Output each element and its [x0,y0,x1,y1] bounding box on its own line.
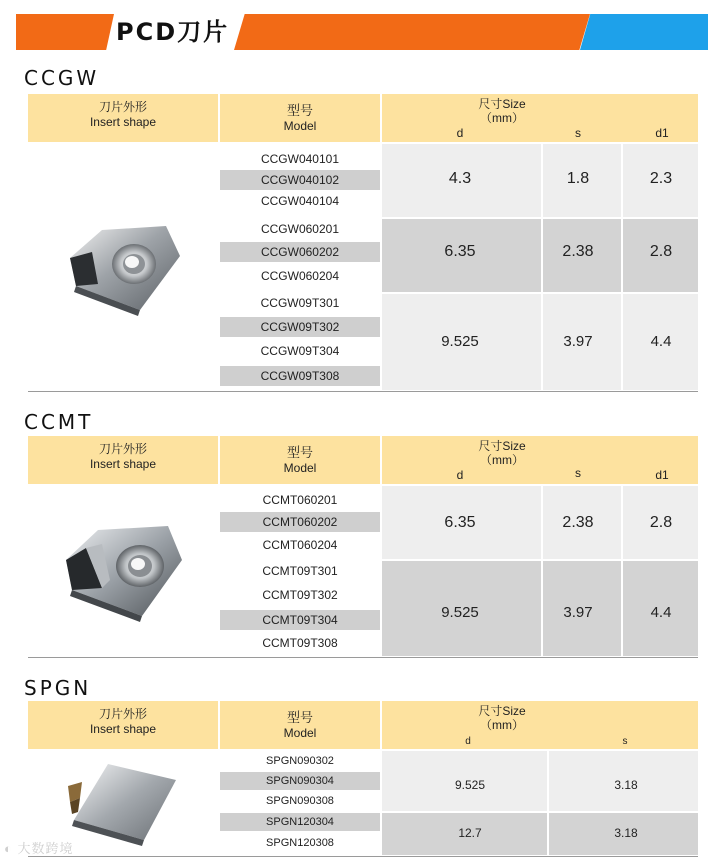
d-header: d [456,126,464,140]
value-d: 9.525 [454,778,486,792]
unit-header: （mm） [480,111,524,125]
value-d: 4.3 [448,170,472,187]
section-title-ccmt: CCMT [24,410,94,434]
table-row: CCGW09T302 [220,317,380,337]
column-divider [621,144,623,390]
column-divider [547,751,549,855]
value-d: 9.525 [441,333,479,350]
model-header-cn: 型号 [286,103,313,118]
banner-stripe-right [234,14,590,50]
table-row: CCGW09T304 [260,344,340,358]
insert-ccmt-image [58,518,188,624]
shape-header-cn: 刀片外形 [98,100,147,114]
shape-header-en: Insert shape [89,115,157,129]
table-row: SPGN090302 [266,755,334,767]
table-bottom-border [28,856,698,857]
value-d1: 2.8 [649,514,673,531]
table-row: CCMT09T304 [220,610,380,630]
table-row: CCGW060204 [260,269,340,283]
value-s: 3.18 [614,778,638,792]
shape-header-en: Insert shape [89,722,157,736]
section-title-ccgw: CCGW [24,66,100,90]
table-row: CCMT09T301 [262,564,338,578]
watermark-text: 大数跨境 [17,841,74,856]
value-s: 3.97 [563,333,593,350]
column-divider [541,486,543,656]
value-s: 3.97 [563,604,593,621]
table-row: CCGW060202 [220,242,380,262]
insert-spgn-image [64,756,184,848]
section-title-spgn: SPGN [24,676,92,700]
value-d1: 4.4 [650,333,672,350]
value-s: 2.38 [562,243,594,260]
table-row: CCGW09T308 [220,366,380,386]
table-row: CCMT09T302 [262,588,338,602]
table-row: SPGN090304 [220,772,380,790]
s-header: s [575,466,581,480]
table-row: SPGN090308 [266,795,334,807]
watermark [4,838,74,857]
size-header: 尺寸Size [478,439,526,453]
model-header-en: Model [283,461,317,475]
table-row: SPGN120304 [220,813,380,831]
d1-header: d1 [655,126,669,140]
unit-header: （mm） [480,453,524,467]
s-header: s [575,126,581,140]
banner-stripe-blue [580,14,708,50]
shape-header-cn: 刀片外形 [98,707,147,721]
table-row: CCGW09T301 [260,296,340,310]
d-header: d [456,468,464,482]
table-row: CCMT060202 [220,512,380,532]
unit-header: （mm） [480,718,524,732]
watermark-logo-icon: ◐ [4,841,13,856]
value-d1: 4.4 [650,604,672,621]
shape-header-en: Insert shape [89,457,157,471]
model-header-en: Model [283,726,317,740]
column-divider [541,144,543,390]
size-header: 尺寸Size [478,704,526,718]
value-s: 1.8 [566,170,590,187]
banner-stripe-left [16,14,114,50]
column-divider [621,486,623,656]
table-row: SPGN120308 [266,837,334,849]
table-row: CCMT060201 [262,493,338,507]
value-s: 2.38 [562,514,594,531]
model-header-cn: 型号 [286,445,313,460]
value-d: 12.7 [458,826,482,840]
model-header-cn: 型号 [286,710,313,725]
table-row: CCGW040104 [260,194,340,208]
d1-header: d1 [655,468,669,482]
s-header: s [622,736,628,747]
value-d1: 2.8 [649,243,673,260]
value-d: 6.35 [444,514,476,531]
value-d1: 2.3 [649,170,673,187]
value-d: 9.525 [441,604,479,621]
page-title: PCD刀片 [116,18,230,46]
table-bottom-border [28,391,698,392]
table-bottom-border [28,657,698,658]
shape-header-cn: 刀片外形 [98,442,147,456]
table-row: CCMT060204 [262,538,338,552]
value-d: 6.35 [444,243,476,260]
value-s: 3.18 [614,826,638,840]
table-row: CCMT09T308 [262,636,338,650]
table-row: CCGW040102 [220,170,380,190]
size-header: 尺寸Size [478,97,526,111]
table-row: CCGW040101 [260,152,340,166]
insert-ccgw-image [58,212,188,318]
table-row: CCGW060201 [260,222,340,236]
model-header-en: Model [283,119,317,133]
d-header: d [465,736,471,747]
